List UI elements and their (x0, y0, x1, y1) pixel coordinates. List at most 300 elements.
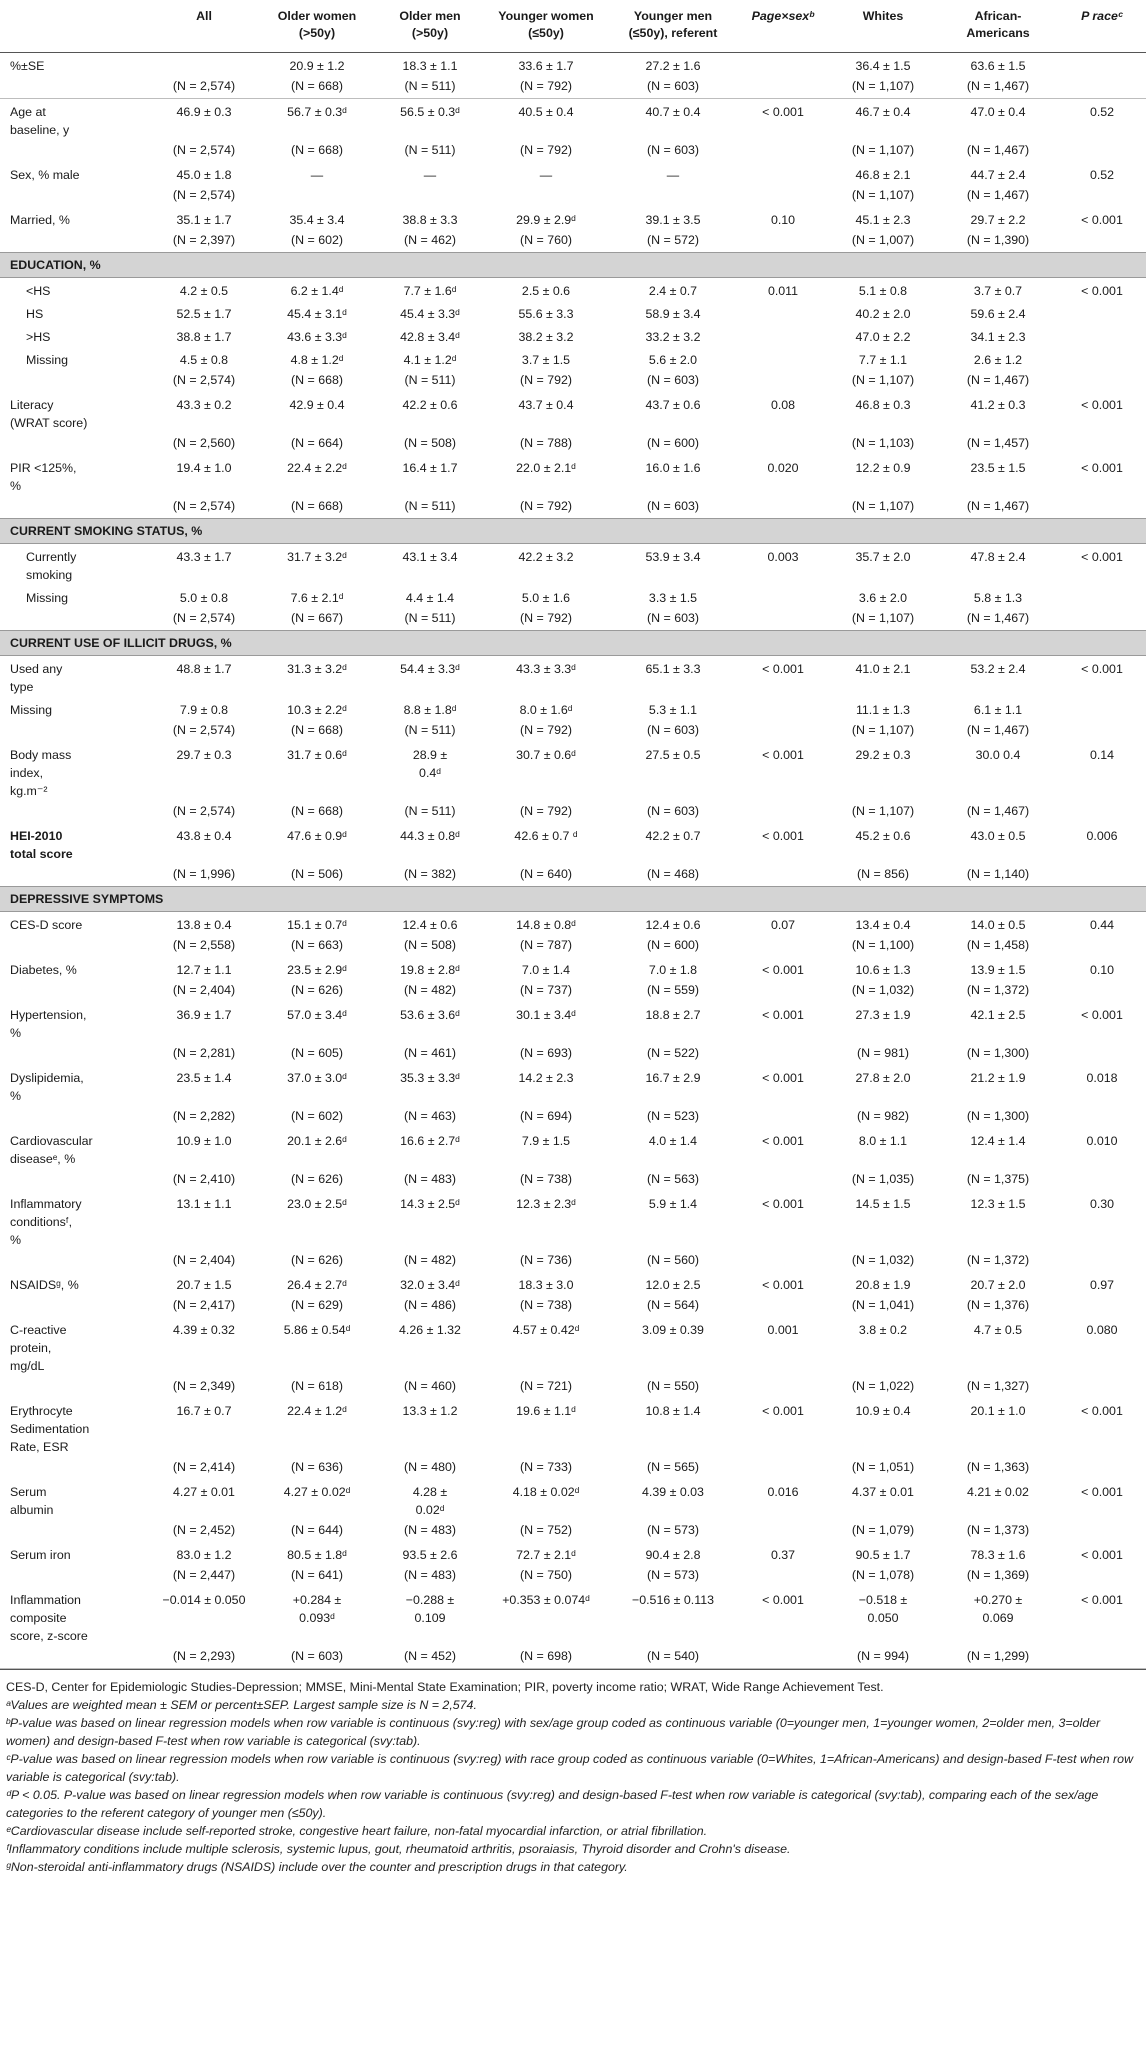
cell-african-americans: 78.3 ± 1.6 (970, 1548, 1026, 1562)
cell-younger-men: 12.4 ± 0.6 (645, 918, 701, 932)
cell-older-men: (N = 483) (404, 1523, 456, 1537)
cell-african-americans: 20.7 ± 2.0 (970, 1278, 1026, 1292)
cell-older-men: (N = 511) (404, 143, 456, 157)
cell-p-age-sex: 0.07 (770, 918, 796, 932)
cell-p-race: 0.30 (1089, 1197, 1115, 1211)
cell-all: (N = 2,282) (172, 1109, 236, 1123)
cell-p-age-sex: 0.020 (767, 461, 799, 475)
cell-p-race (1058, 1376, 1146, 1398)
cell-younger-men: (N = 603) (647, 804, 699, 818)
cell-african-americans: 13.9 ± 1.5 (970, 963, 1026, 977)
cell-all: (N = 2,574) (150, 76, 258, 99)
cell-older-women (258, 185, 376, 207)
cell-p-age-sex (738, 433, 828, 455)
cell-all: 35.1 ± 1.7 (176, 213, 232, 227)
cell-p-race (1058, 801, 1146, 823)
cell-p-age-sex: 0.10 (770, 213, 796, 227)
cell-older-men: 44.3 ± 0.8ᵈ (400, 829, 460, 843)
cell-younger-women: 40.5 ± 0.4 (518, 105, 574, 119)
cell-older-women: 37.0 ± 3.0ᵈ (287, 1071, 347, 1085)
cell-african-americans: 30.0 0.4 (975, 748, 1021, 762)
cell-p-age-sex (738, 864, 828, 887)
cell-younger-women: 4.57 ± 0.42ᵈ (512, 1323, 580, 1337)
cell-younger-women: (N = 693) (520, 1046, 572, 1060)
cell-whites: 5.1 ± 0.8 (858, 284, 908, 298)
cell-younger-men: 5.6 ± 2.0 (648, 353, 698, 367)
cell-older-men: (N = 480) (404, 1460, 456, 1474)
cell-p-age-sex (738, 1043, 828, 1065)
cell-younger-women: 43.7 ± 0.4 (518, 398, 574, 412)
cell-label: HEI-2010 total score (10, 829, 73, 861)
cell-younger-men: (N = 559) (647, 983, 699, 997)
section-header: CURRENT USE OF ILLICIT DRUGS, % (0, 631, 1146, 656)
cell-all: −0.014 ± 0.050 (162, 1593, 246, 1607)
cell-african-americans: 23.5 ± 1.5 (970, 461, 1026, 475)
cell-younger-women: (N = 792) (484, 76, 608, 99)
cell-older-women: (N = 626) (291, 1172, 343, 1186)
cell-whites: (N = 856) (857, 867, 909, 881)
cell-p-age-sex: 0.003 (767, 550, 799, 564)
sample-size-row (0, 230, 1146, 253)
cell-younger-men: 33.2 ± 3.2 (645, 330, 701, 344)
cell-older-women: 42.9 ± 0.4 (289, 398, 345, 412)
table-row (0, 742, 1146, 801)
cell-younger-men: (N = 573) (647, 1523, 699, 1537)
cell-older-men: 56.5 ± 0.3ᵈ (400, 105, 460, 119)
cell-younger-men: 5.9 ± 1.4 (648, 1197, 698, 1211)
cell-younger-women: 43.3 ± 3.3ᵈ (516, 662, 576, 676)
cell-younger-men: 43.7 ± 0.6 (645, 398, 701, 412)
cell-younger-women: (N = 640) (520, 867, 572, 881)
cell-whites: 3.8 ± 0.2 (858, 1323, 908, 1337)
cell-label (0, 1376, 150, 1398)
cell-p-age-sex (738, 1457, 828, 1479)
sample-size-row (0, 496, 1146, 519)
cell-older-women: 4.27 ± 0.02ᵈ (283, 1485, 351, 1499)
cell-older-men: (N = 382) (404, 867, 456, 881)
cell-younger-women: 3.7 ± 1.5 (521, 353, 571, 367)
cell-younger-men: (N = 603) (647, 723, 699, 737)
cell-older-women: 31.7 ± 0.6ᵈ (287, 748, 347, 762)
table-row (0, 544, 1146, 586)
cell-older-men: (N = 511) (404, 804, 456, 818)
cell-younger-women: (N = 752) (520, 1523, 572, 1537)
cell-p-race: 0.010 (1086, 1134, 1118, 1148)
footnote: ᶜP-value was based on linear regression models when row variable is continuous (svy:reg) with race group coded as continuous variable (0=Whites, 1=African-Americans) and design-based F-test when row variable is categorical (svy:tab). (6, 1752, 1134, 1784)
cell-label: Literacy (WRAT score) (10, 398, 88, 430)
cell-whites: 46.8 ± 0.3 (855, 398, 911, 412)
sample-size-row (0, 1169, 1146, 1191)
cell-whites: 11.1 ± 1.3 (855, 703, 911, 717)
cell-african-americans: 4.21 ± 0.02 (967, 1485, 1029, 1499)
cell-whites: (N = 1,107) (851, 499, 915, 513)
cell-label: Body mass index, kg.m⁻² (10, 748, 72, 798)
cell-label: <HS (26, 284, 51, 298)
cell-label: Erythrocyte Sedimentation Rate, ESR (10, 1404, 90, 1454)
cell-older-women: (N = 626) (291, 1253, 343, 1267)
cell-younger-women: (N = 792) (520, 373, 572, 387)
cell-older-women: 35.4 ± 3.4 (289, 213, 345, 227)
cell-whites: 35.7 ± 2.0 (855, 550, 911, 564)
cell-label: Used any type (10, 662, 63, 694)
cell-younger-women: 2.5 ± 0.6 (521, 284, 571, 298)
cell-older-men: (N = 482) (404, 1253, 456, 1267)
cell-older-men: (N = 511) (404, 499, 456, 513)
cell-older-men: 28.9 ± 0.4ᵈ (412, 748, 448, 780)
cell-p-race (1058, 1169, 1146, 1191)
cell-all: 43.8 ± 0.4 (176, 829, 232, 843)
cell-younger-men: 90.4 ± 2.8 (645, 1548, 701, 1562)
cell-older-women: 22.4 ± 2.2ᵈ (287, 461, 347, 475)
sample-size-row (0, 1295, 1146, 1317)
cell-whites: (N = 1,100) (851, 938, 915, 952)
cell-all: (N = 2,574) (172, 611, 236, 625)
cell-all: 5.0 ± 0.8 (179, 591, 229, 605)
table-row (0, 207, 1146, 230)
cell-younger-women: 42.6 ± 0.7 ᵈ (514, 829, 578, 843)
cell-older-women: (N = 668) (258, 76, 376, 99)
table-row (0, 1398, 1146, 1457)
cell-label (0, 185, 150, 207)
cell-p-race: < 0.001 (1081, 1593, 1123, 1607)
cell-whites: (N = 1,032) (851, 1253, 915, 1267)
cell-whites: 4.37 ± 0.01 (852, 1485, 914, 1499)
cell-older-men: 14.3 ± 2.5ᵈ (400, 1197, 460, 1211)
cell-older-men: (N = 460) (404, 1379, 456, 1393)
cell-younger-men: 4.39 ± 0.03 (642, 1485, 704, 1499)
cell-older-women: 45.4 ± 3.1ᵈ (287, 307, 347, 321)
cell-all: 52.5 ± 1.7 (176, 307, 232, 321)
cell-older-women: — (310, 168, 324, 182)
cell-all: (N = 2,410) (172, 1172, 236, 1186)
cell-older-men: — (423, 168, 437, 182)
cell-younger-women: 12.3 ± 2.3ᵈ (516, 1197, 576, 1211)
sample-size-row (0, 185, 1146, 207)
cell-label: Dyslipidemia, % (10, 1071, 84, 1103)
cell-p-age-sex (738, 140, 828, 162)
cell-label (0, 1520, 150, 1542)
cell-older-men: 16.4 ± 1.7 (402, 461, 458, 475)
cell-p-race (1058, 1457, 1146, 1479)
table-row (0, 99, 1146, 141)
cell-older-men: 16.6 ± 2.7ᵈ (400, 1134, 460, 1148)
cell-all: 4.27 ± 0.01 (173, 1485, 235, 1499)
cell-older-men: (N = 511) (376, 76, 484, 99)
cell-p-age-sex: 0.001 (767, 1323, 799, 1337)
table-row (0, 455, 1146, 496)
cell-p-age-sex (738, 496, 828, 519)
cell-p-age-sex (738, 370, 828, 392)
cell-african-americans: 63.6 ± 1.5 (970, 59, 1026, 73)
cell-older-men: (N = 463) (404, 1109, 456, 1123)
cell-p-race: < 0.001 (1081, 461, 1123, 475)
cell-african-americans: (N = 1,300) (966, 1046, 1030, 1060)
footnote: ᵇP-value was based on linear regression models when row variable is continuous (svy:reg) with sex/age group coded as continuous variable (0=younger men, 1=younger women, 2=older men, 3=older women) and design-based F-test when row variable is categorical (svy:tab). (6, 1716, 1101, 1748)
cell-all: 19.4 ± 1.0 (176, 461, 232, 475)
section-header-row (0, 253, 1146, 278)
cell-p-age-sex: 0.08 (770, 398, 796, 412)
cell-younger-women: 29.9 ± 2.9ᵈ (516, 213, 576, 227)
cell-older-men: 7.7 ± 1.6ᵈ (403, 284, 457, 298)
cell-p-age-sex: < 0.001 (762, 1278, 804, 1292)
cell-p-race (1058, 496, 1146, 519)
cell-younger-men: (N = 468) (647, 867, 699, 881)
footnote: ᵉCardiovascular disease include self-reported stroke, congestive heart failure, non-fatal myocardial infarction, or atrial fibrillation. (6, 1824, 708, 1838)
cell-p-race (1058, 1646, 1146, 1669)
cell-older-men: 42.8 ± 3.4ᵈ (400, 330, 460, 344)
header-cell-younger-men: Younger men (≤50y), referent (608, 0, 738, 53)
cell-p-age-sex (738, 324, 828, 347)
cell-african-americans: (N = 1,467) (966, 804, 1030, 818)
cell-p-age-sex (738, 1295, 828, 1317)
cell-african-americans: 44.7 ± 2.4 (970, 168, 1026, 182)
cell-label: Currently smoking (26, 550, 77, 582)
table-row (0, 1317, 1146, 1376)
cell-younger-men: 7.0 ± 1.8 (648, 963, 698, 977)
cell-whites: 36.4 ± 1.5 (855, 59, 911, 73)
cell-whites: 41.0 ± 2.1 (855, 662, 911, 676)
cell-younger-men: (N = 560) (647, 1253, 699, 1267)
sample-size-row (0, 935, 1146, 957)
cell-label (0, 801, 150, 823)
cell-older-women: 31.3 ± 3.2ᵈ (287, 662, 347, 676)
sample-size-row (0, 433, 1146, 455)
cell-p-age-sex (738, 608, 828, 631)
cell-all: (N = 2,447) (172, 1568, 236, 1582)
cell-p-race (1058, 185, 1146, 207)
cell-all: (N = 2,397) (172, 233, 236, 247)
cell-african-americans: 42.1 ± 2.5 (970, 1008, 1026, 1022)
cell-whites: 14.5 ± 1.5 (855, 1197, 911, 1211)
cell-p-race (1058, 585, 1146, 608)
cell-younger-women: 4.18 ± 0.02ᵈ (512, 1485, 580, 1499)
cell-younger-women: 8.0 ± 1.6ᵈ (519, 703, 573, 717)
cell-p-race: 0.97 (1089, 1278, 1115, 1292)
cell-younger-men: −0.516 ± 0.113 (631, 1593, 714, 1607)
sample-size-row (0, 980, 1146, 1002)
cell-p-race (1058, 53, 1146, 77)
cell-african-americans: (N = 1,467) (966, 373, 1030, 387)
cell-african-americans: (N = 1,467) (966, 143, 1030, 157)
cell-african-americans: (N = 1,467) (966, 188, 1030, 202)
cell-younger-men: 3.3 ± 1.5 (648, 591, 698, 605)
cell-african-americans: (N = 1,390) (966, 233, 1030, 247)
cell-african-americans: 2.6 ± 1.2 (973, 353, 1023, 367)
cell-african-americans: (N = 1,457) (966, 436, 1030, 450)
cell-p-race (1058, 1106, 1146, 1128)
cell-label: Serum albumin (10, 1485, 54, 1517)
sample-size-row (0, 370, 1146, 392)
cell-older-men: (N = 461) (404, 1046, 456, 1060)
cell-p-race: < 0.001 (1081, 398, 1123, 412)
footnote: ᵍNon-steroidal anti-inflammatory drugs (NSAIDS) include over the counter and prescription drugs in that category. (6, 1860, 628, 1874)
cell-african-americans: (N = 1,373) (966, 1523, 1030, 1537)
cell-label: C-reactive protein, mg/dL (10, 1323, 67, 1373)
cell-label (0, 1646, 150, 1669)
cell-whites: (N = 1,022) (851, 1379, 915, 1393)
cell-p-age-sex (738, 1520, 828, 1542)
cell-label: Inflammatory conditionsᶠ, % (10, 1197, 82, 1247)
cell-whites: (N = 1,051) (851, 1460, 915, 1474)
cell-older-women: (N = 664) (291, 436, 343, 450)
cell-all: (N = 2,414) (172, 1460, 236, 1474)
sample-size-row (0, 76, 1146, 99)
cell-p-race: 0.44 (1089, 918, 1115, 932)
cell-all: (N = 2,417) (172, 1298, 236, 1312)
cell-younger-men: (N = 603) (647, 143, 699, 157)
cell-younger-women: 55.6 ± 3.3 (518, 307, 574, 321)
cell-p-race (1058, 1295, 1146, 1317)
cell-all: 20.7 ± 1.5 (176, 1278, 232, 1292)
cell-older-women: +0.284 ± 0.093ᵈ (292, 1593, 342, 1625)
cell-p-race (1058, 76, 1146, 99)
cell-label (0, 496, 150, 519)
cell-whites: 45.1 ± 2.3 (855, 213, 911, 227)
cell-older-women: (N = 668) (291, 143, 343, 157)
sample-size-row (0, 1565, 1146, 1587)
cell-younger-men: 39.1 ± 3.5 (645, 213, 701, 227)
cell-all: (N = 2,560) (172, 436, 236, 450)
cell-all: 83.0 ± 1.2 (176, 1548, 232, 1562)
table-row (0, 1065, 1146, 1106)
cell-p-race (1058, 864, 1146, 887)
cell-younger-women: +0.353 ± 0.074ᵈ (502, 1593, 590, 1607)
cell-younger-women: 7.9 ± 1.5 (521, 1134, 571, 1148)
cell-p-race (1058, 230, 1146, 253)
cell-p-age-sex (738, 980, 828, 1002)
header-cell-older-men: Older men (>50y) (376, 0, 484, 53)
cell-older-men: (N = 508) (404, 436, 456, 450)
cell-whites: (N = 1,032) (851, 983, 915, 997)
cell-whites: 40.2 ± 2.0 (855, 307, 911, 321)
cell-african-americans: (N = 1,372) (966, 1253, 1030, 1267)
cell-younger-women: 38.2 ± 3.2 (518, 330, 574, 344)
table-row (0, 697, 1146, 720)
cell-label (0, 980, 150, 1002)
cell-older-women: 47.6 ± 0.9ᵈ (287, 829, 347, 843)
cell-label (0, 1457, 150, 1479)
cell-older-women: (N = 668) (291, 373, 343, 387)
cell-african-americans: 53.2 ± 2.4 (970, 662, 1026, 676)
cell-p-race: 0.080 (1086, 1323, 1118, 1337)
section-header: EDUCATION, % (0, 253, 1146, 278)
cell-p-age-sex (738, 1169, 828, 1191)
cell-p-race (1058, 1250, 1146, 1272)
cell-african-americans: 41.2 ± 0.3 (970, 398, 1026, 412)
cell-younger-men: (N = 600) (647, 938, 699, 952)
cell-younger-men: (N = 563) (647, 1172, 699, 1186)
cell-label (0, 76, 150, 99)
cell-p-age-sex (738, 720, 828, 742)
cell-whites: 46.8 ± 2.1 (855, 168, 911, 182)
cell-p-race: 0.14 (1089, 748, 1115, 762)
cell-older-women: (N = 667) (291, 611, 343, 625)
table-footnotes (0, 1669, 1146, 1876)
cell-p-age-sex (738, 1565, 828, 1587)
cell-whites: (N = 981) (857, 1046, 909, 1060)
cell-all: (N = 2,574) (172, 804, 236, 818)
cell-all: (N = 2,281) (172, 1046, 236, 1060)
cell-older-women: (N = 618) (291, 1379, 343, 1393)
cell-all: 12.7 ± 1.1 (176, 963, 232, 977)
table-row (0, 585, 1146, 608)
cell-older-men: (N = 482) (404, 983, 456, 997)
cell-older-men: 45.4 ± 3.3ᵈ (400, 307, 460, 321)
cell-older-men: 42.2 ± 0.6 (402, 398, 458, 412)
cell-p-race (1058, 347, 1146, 370)
cell-younger-men: (N = 564) (647, 1298, 699, 1312)
cell-p-race (1058, 720, 1146, 742)
cell-younger-women: (N = 721) (520, 1379, 572, 1393)
cell-younger-women: 22.0 ± 2.1ᵈ (516, 461, 576, 475)
cell-african-americans: (N = 1,363) (966, 1460, 1030, 1474)
cell-whites: (N = 1,041) (851, 1298, 915, 1312)
cell-younger-men: 5.3 ± 1.1 (648, 703, 698, 717)
cell-p-age-sex (738, 185, 828, 207)
cell-older-men: 4.1 ± 1.2ᵈ (403, 353, 457, 367)
header-cell-african-americans: African- Americans (938, 0, 1058, 53)
cell-older-women: 6.2 ± 1.4ᵈ (290, 284, 344, 298)
cell-younger-men: (N = 600) (647, 436, 699, 450)
cell-label: Diabetes, % (10, 963, 77, 977)
section-header: CURRENT SMOKING STATUS, % (0, 519, 1146, 544)
cell-p-age-sex: < 0.001 (762, 1593, 804, 1607)
cell-all: 4.39 ± 0.32 (173, 1323, 235, 1337)
cell-african-americans: 12.3 ± 1.5 (970, 1197, 1026, 1211)
cell-older-men: 18.3 ± 1.1 (402, 59, 458, 73)
cell-younger-women: (N = 788) (520, 436, 572, 450)
cell-younger-women (484, 185, 608, 207)
cell-p-race (1058, 980, 1146, 1002)
cell-whites: 12.2 ± 0.9 (855, 461, 911, 475)
cell-all: 43.3 ± 0.2 (176, 398, 232, 412)
cell-whites: (N = 1,078) (851, 1568, 915, 1582)
cell-label: Hypertension, % (10, 1008, 87, 1040)
header-cell-younger-women: Younger women (≤50y) (484, 0, 608, 53)
cell-whites: (N = 1,107) (851, 143, 915, 157)
cell-younger-men: 4.0 ± 1.4 (648, 1134, 698, 1148)
cell-younger-women: (N = 750) (520, 1568, 572, 1582)
cell-label (0, 140, 150, 162)
cell-older-men: 32.0 ± 3.4ᵈ (400, 1278, 460, 1292)
cell-african-americans: 20.1 ± 1.0 (970, 1404, 1026, 1418)
cell-african-americans: 34.1 ± 2.3 (970, 330, 1026, 344)
header-row (0, 0, 1146, 53)
cell-younger-men: 53.9 ± 3.4 (645, 550, 701, 564)
cell-p-age-sex (738, 347, 828, 370)
cell-all: 48.8 ± 1.7 (176, 662, 232, 676)
cell-p-age-sex: 0.011 (767, 284, 799, 298)
cell-younger-men: (N = 550) (647, 1379, 699, 1393)
cell-older-men (376, 185, 484, 207)
cell-whites: 45.2 ± 0.6 (855, 829, 911, 843)
cell-african-americans: 21.2 ± 1.9 (970, 1071, 1026, 1085)
cell-older-men: 19.8 ± 2.8ᵈ (400, 963, 460, 977)
cell-younger-women: 19.6 ± 1.1ᵈ (516, 1404, 576, 1418)
cell-p-race (1058, 935, 1146, 957)
cell-african-americans: 12.4 ± 1.4 (970, 1134, 1026, 1148)
cell-p-race (1058, 608, 1146, 631)
cell-older-men: 93.5 ± 2.6 (402, 1548, 458, 1562)
cell-whites: (N = 1,103) (851, 436, 915, 450)
cell-p-age-sex (738, 1106, 828, 1128)
cell-younger-women: (N = 738) (520, 1172, 572, 1186)
sample-size-row (0, 864, 1146, 887)
section-header: DEPRESSIVE SYMPTOMS (0, 887, 1146, 912)
cell-younger-men: — (666, 168, 680, 182)
cell-all: 7.9 ± 0.8 (179, 703, 229, 717)
cell-p-age-sex: < 0.001 (762, 1197, 804, 1211)
